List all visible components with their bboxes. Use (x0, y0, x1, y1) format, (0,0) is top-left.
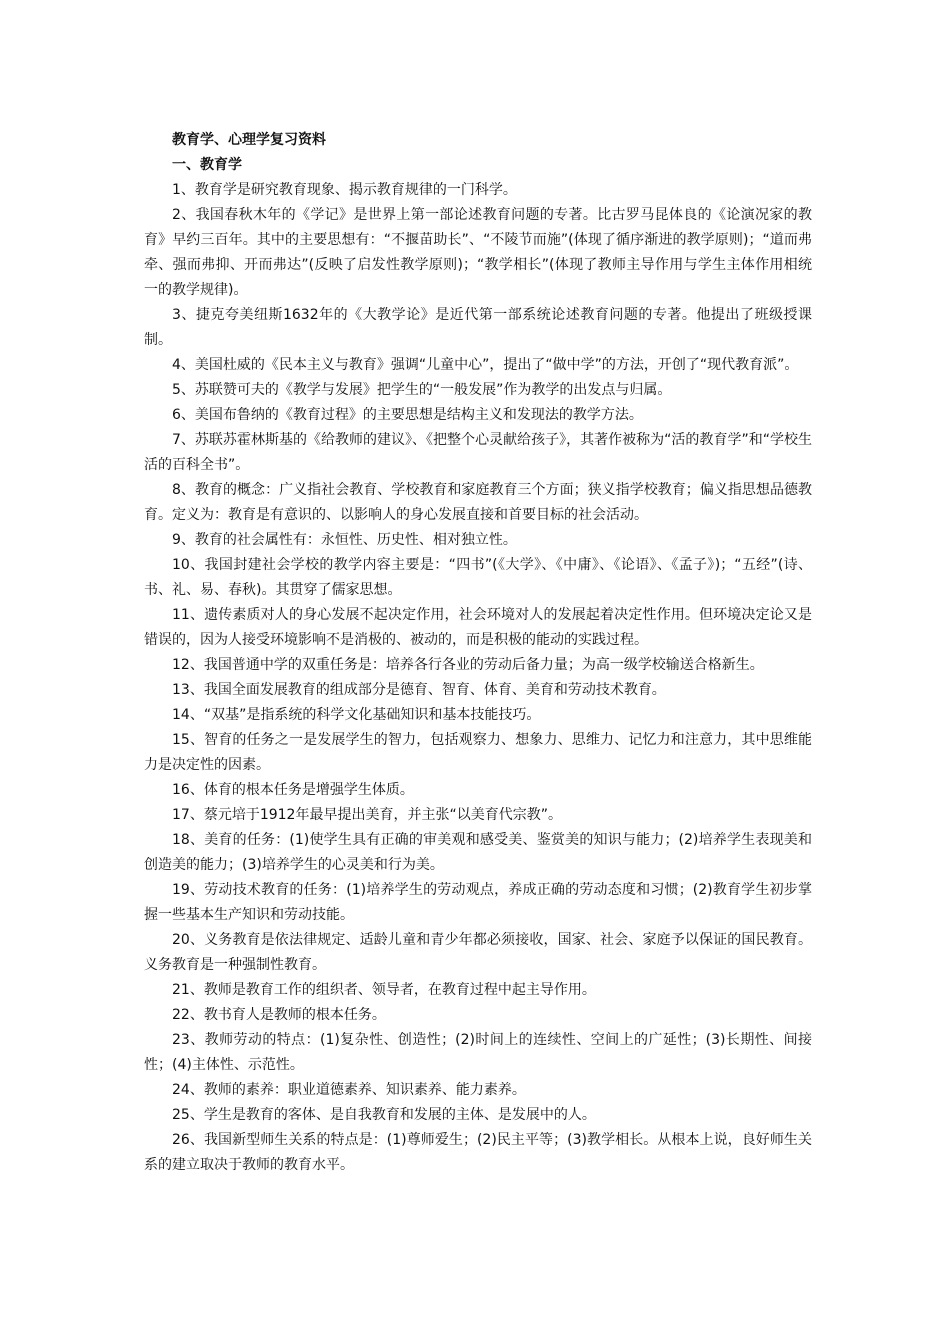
paragraph-2: 2、我国春秋木年的《学记》是世界上第一部论述教育问题的专著。比古罗马昆体良的《论演况家的教育》早约三百年。其中的主要思想有：“不揠苗助长”、“不陵节而施”(体现了循序渐进的教学原则)；“道而弗牵、强而弗抑、开而弗达”(反映了启发性教学原则)；“教学相长”(体现了教师主导作用与学生主体作用相统一的教学规律)。 (144, 207, 812, 298)
paragraph-9: 9、教育的社会属性有：永恒性、历史性、相对独立性。 (172, 532, 517, 548)
paragraph-22: 22、教书育人是教师的根本任务。 (172, 1007, 386, 1023)
paragraph-13: 13、我国全面发展教育的组成部分是德育、智育、体育、美育和劳动技术教育。 (172, 682, 666, 698)
paragraph-1: 1、教育学是研究教育现象、揭示教育规律的一门科学。 (172, 182, 517, 198)
paragraph-6: 6、美国布鲁纳的《教育过程》的主要思想是结构主义和发现法的教学方法。 (172, 407, 643, 423)
document-body (144, 128, 812, 1178)
paragraph-11: 11、遗传素质对人的身心发展不起决定作用，社会环境对人的发展起着决定性作用。但环境决定论又是错误的，因为人接受环境影响不是消极的、被动的，而是积极的能动的实践过程。 (144, 607, 812, 648)
paragraph-15: 15、智育的任务之一是发展学生的智力，包括观察力、想象力、思维力、记忆力和注意力，其中思维能力是决定性的因素。 (144, 732, 812, 773)
paragraph-5: 5、苏联赞可夫的《教学与发展》把学生的“一般发展”作为教学的出发点与归属。 (172, 382, 672, 398)
paragraph-4: 4、美国杜威的《民本主义与教育》强调“儿童中心”，提出了“做中学”的方法，开创了“现代教育派”。 (172, 357, 799, 373)
paragraph-21: 21、教师是教育工作的组织者、领导者，在教育过程中起主导作用。 (172, 982, 596, 998)
paragraph-16: 16、体育的根本任务是增强学生体质。 (172, 782, 414, 798)
paragraph-18: 18、美育的任务：(1)使学生具有正确的审美观和感受美、鉴赏美的知识与能力；(2)培养学生表现美和创造美的能力；(3)培养学生的心灵美和行为美。 (144, 832, 812, 873)
paragraph-19: 19、劳动技术教育的任务：(1)培养学生的劳动观点，养成正确的劳动态度和习惯；(2)教育学生初步掌握一些基本生产知识和劳动技能。 (144, 882, 812, 923)
paragraph-8: 8、教育的概念：广义指社会教育、学校教育和家庭教育三个方面；狭义指学校教育；偏义指思想品德教育。定义为：教育是有意识的、以影响人的身心发展直接和首要目标的社会活动。 (144, 482, 812, 523)
paragraph-10: 10、我国封建社会学校的教学内容主要是：“四书”(《大学》、《中庸》、《论语》、《孟子》)；“五经”(诗、书、礼、易、春秋)。其贯穿了儒家思想。 (144, 557, 812, 598)
paragraph-24: 24、教师的素养：职业道德素养、知识素养、能力素养。 (172, 1082, 526, 1098)
document-title: 教育学、心理学复习资料 (172, 132, 326, 148)
paragraph-17: 17、蔡元培于1912年最早提出美育，并主张“以美育代宗教”。 (172, 807, 562, 823)
paragraph-14: 14、“双基”是指系统的科学文化基础知识和基本技能技巧。 (172, 707, 541, 723)
paragraph-26: 26、我国新型师生关系的特点是：(1)尊师爱生；(2)民主平等；(3)教学相长。从根本上说，良好师生关系的建立取决于教师的教育水平。 (144, 1132, 812, 1173)
paragraph-7: 7、苏联苏霍林斯基的《给教师的建议》、《把整个心灵献给孩子》，其著作被称为“活的教育学”和“学校生活的百科全书”。 (144, 432, 812, 473)
paragraph-25: 25、学生是教育的客体、是自我教育和发展的主体、是发展中的人。 (172, 1107, 596, 1123)
paragraph-3: 3、捷克夸美纽斯1632年的《大教学论》是近代第一部系统论述教育问题的专著。他提出了班级授课制。 (144, 307, 812, 348)
paragraph-23: 23、教师劳动的特点：(1)复杂性、创造性；(2)时间上的连续性、空间上的广延性；(3)长期性、间接性；(4)主体性、示范性。 (144, 1032, 812, 1073)
section-heading: 一、教育学 (172, 157, 242, 173)
paragraph-20: 20、义务教育是依法律规定、适龄儿童和青少年都必须接收，国家、社会、家庭予以保证的国民教育。义务教育是一种强制性教育。 (144, 932, 812, 973)
paragraph-12: 12、我国普通中学的双重任务是：培养各行各业的劳动后备力量；为高一级学校输送合格新生。 (172, 657, 764, 673)
